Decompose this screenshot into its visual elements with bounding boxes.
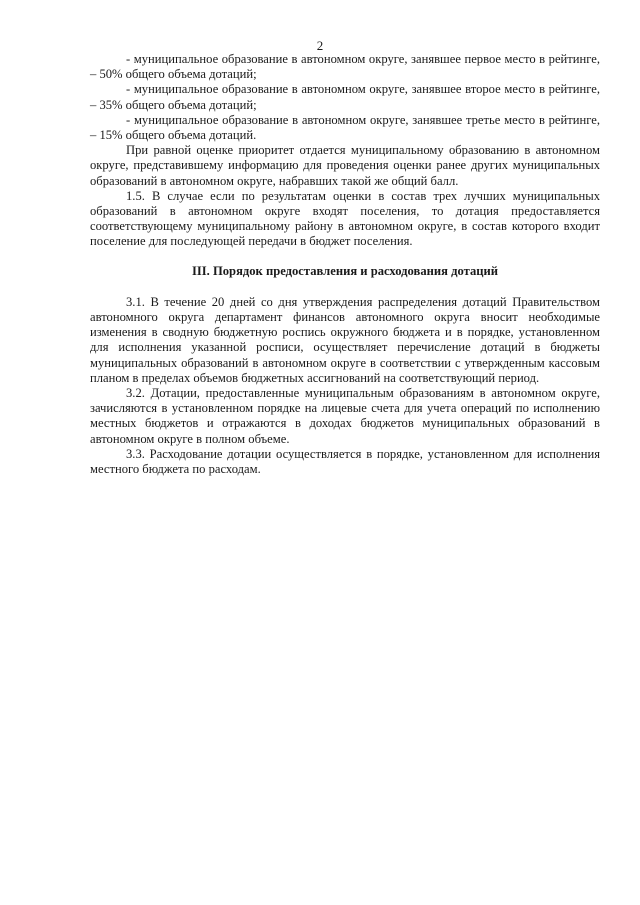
paragraph-share-third-place: - муниципальное образование в автономном округе, занявшее третье место в рейтинге, – 15% общего объема дотаций. [90, 112, 600, 143]
document-body [90, 52, 600, 477]
paragraph-clause-3-3: 3.3. Расходование дотации осуществляется в порядке, установленном для исполнения местного бюджета по расходам. [90, 446, 600, 477]
paragraph-clause-1-5: 1.5. В случае если по результатам оценки в состав трех лучших муниципальных образований в автономном округе входят поселения, то дотация предоставляется соответствующему муниципальному району в автономном округе, в состав которого входит поселение для последующей передачи в бюджет поселения. [90, 188, 600, 249]
paragraph-clause-3-2: 3.2. Дотации, предоставленные муниципальным образованиям в автономном округе, зачисляются в установленном порядке на лицевые счета для учета операций по исполнению местных бюджетов и отражаются в доходах бюджетов муниципальных образований в автономном округе в полном объеме. [90, 386, 600, 446]
paragraph-clause-3-1: 3.1. В течение 20 дней со дня утверждения распределения дотаций Правительством автономного округа департамент финансов автономного округа вносит необходимые изменения в сводную бюджетную роспись окружного бюджета и в порядке, установленном для исполнения указанной росписи, осуществляет перечисление дотаций в бюджеты муниципальных образований в автономном округе в соответствии с утвержденным кассовым планом в пределах объемов бюджетных ассигнований на соответствующий период. [90, 294, 600, 385]
section-heading: III. Порядок предоставления и расходования дотаций [191, 263, 499, 278]
paragraph-share-first-place: - муниципальное образование в автономном округе, занявшее первое место в рейтинге, – 50% общего объема дотаций; [90, 52, 600, 82]
paragraph-share-second-place: - муниципальное образование в автономном округе, занявшее второе место в рейтинге, – 35% общего объема дотаций; [90, 82, 600, 112]
page-number: 2 [316, 38, 324, 53]
paragraph-equal-score-priority: При равной оценке приоритет отдается муниципальному образованию в автономном округе, представившему информацию для проведения оценки ранее других муниципальных образований в автономном округе, набравших такой же общий балл. [90, 143, 600, 188]
